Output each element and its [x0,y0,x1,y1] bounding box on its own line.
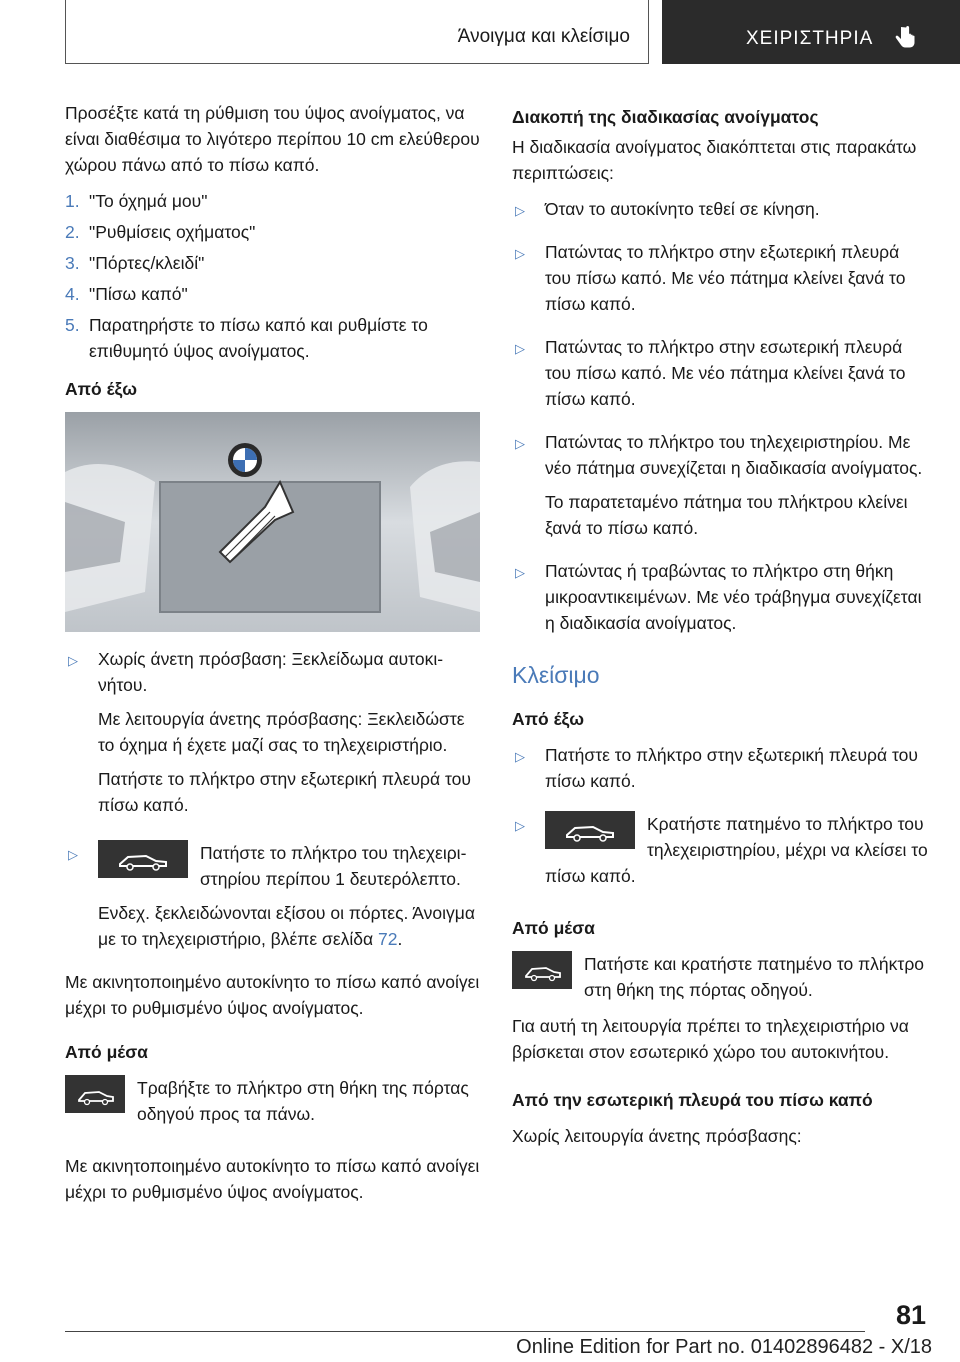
heading-inner-side: Από την εσωτερική πλευρά του πίσω καπό [512,1090,873,1110]
numbered-steps [65,188,480,364]
triangle-bullet-icon: ▷ [515,818,525,833]
bullet-text: Ενδεχ. ξεκλειδώνονται εξίσου οι πόρτες. Άνοιγμα με το τηλεχειριστήριο, βλέπε σελίδα 72. [98,903,475,949]
bullet-text: Χωρίς άνετη πρόσβαση: Ξεκλείδωμα αυτοκινήτου. [98,649,444,695]
step-number: 5. [65,315,80,335]
step-text: "Πόρτες/κλειδί" [89,253,205,273]
heading-from-inside: Από μέσα [65,1042,148,1062]
page-number: 81 [895,1300,926,1330]
instruction-text: Πατήστε και κρατήστε πατημένο το πλήκτρο στη θήκη της πόρτας οδηγού. [584,954,925,1000]
right-column [512,100,930,1159]
bullet-text-part: Ενδεχ. ξεκλειδώνονται εξίσου οι πόρτες. Άνοιγμα με το τηλεχειριστήριο, βλέπε σελίδα [98,903,475,949]
bullet-text: Πατήστε το πλήκτρο του τηλεχειριστηρίου περίπου 1 δευτερόλεπτο. [200,843,467,889]
triangle-bullet-icon: ▷ [515,246,525,261]
step-number: 2. [65,222,80,242]
step-number: 4. [65,284,80,304]
note-paragraph: Για αυτή τη λειτουργία πρέπει το τηλεχειριστήριο να βρίσκεται στον εσωτερικό χώρο του αυτοκινήτου. [512,1016,909,1062]
step-item [65,219,480,245]
step-item [65,250,480,276]
list-item [512,429,930,549]
heading-from-outside: Από έξω [512,709,585,729]
step-number: 3. [65,253,80,273]
bullet-text: Πατώντας το πλήκτρο του τηλεχειριστηρίου. Με νέο πάτημα συνεχίζεται η διαδικασία ανοίγματος. [545,432,923,478]
list-item [512,334,930,420]
list-item [65,840,480,960]
remote-trunk-button-icon [545,811,635,849]
heading-interrupt: Διακοπή της διαδικασίας ανοίγματος [512,107,819,127]
step-text: "Ρυθμίσεις οχήματος" [89,222,256,242]
interrupt-intro: Η διαδικασία ανοίγματος διακόπτεται στις παρακάτω περιπτώσεις: [512,137,917,183]
triangle-bullet-icon: ▷ [68,653,78,668]
footer-divider [65,1331,865,1332]
bullet-text: Πατώντας το πλήκτρο στην εξωτερική πλευρά του πίσω καπό. Με νέο πάτημα κλείνει ξανά το πίσω καπό. [545,242,906,314]
inside-instruction [512,951,930,1013]
bullet-text: Το παρατεταμένο πάτημα του πλήκτρου κλείνει ξανά το πίσω καπό. [545,492,908,538]
list-item [512,196,930,230]
hand-pointer-icon [894,25,916,51]
triangle-bullet-icon: ▷ [515,203,525,218]
list-item [65,646,480,826]
note-paragraph: Με ακινητοποιημένο αυτοκίνητο το πίσω καπό ανοίγει μέχρι το ρυθμισμένο ύψος ανοίγματος. [65,972,480,1018]
list-item [512,742,930,802]
trunk-illustration [65,412,480,632]
heading-from-outside: Από έξω [65,379,138,399]
header-section-box [65,0,649,64]
triangle-bullet-icon: ▷ [68,847,78,862]
heading-closing: Κλείσιμο [512,662,600,688]
bullet-text: Πατώντας ή τραβώντας το πλήκτρο στη θήκη μικροαντικειμένων. Με νέο τράβηγμα συνεχίζεται η διαδικασία ανοίγματος. [545,561,922,633]
bullet-text: Όταν το αυτοκίνητο τεθεί σε κίνηση. [545,199,820,219]
page-link[interactable]: 72 [378,929,398,949]
step-text: Παρατηρήστε το πίσω καπό και ρυθμίστε το επιθυμητό ύψος ανοίγματος. [89,315,428,361]
bullet-text: Πατήστε το πλήκτρο στην εξωτερική πλευρά του πίσω καπό. [545,745,918,791]
header-manual-tab [662,0,960,64]
triangle-bullet-icon: ▷ [515,749,525,764]
list-item [512,239,930,325]
step-item [65,312,480,364]
inner-side-text: Χωρίς λειτουργία άνετης πρόσβασης: [512,1126,802,1146]
bullet-text: Με λειτουργία άνετης πρόσβασης: Ξεκλειδώστε το όχημα ή έχετε μαζί σας το τηλεχειριστήριο. [98,709,465,755]
step-number: 1. [65,191,80,211]
list-item [512,558,930,644]
remote-trunk-button-icon [98,840,188,878]
footer-edition: Online Edition for Part no. 01402896482 - X/18 [516,1336,932,1358]
bullet-text: Πατώντας το πλήκτρο στην εσωτερική πλευρά του πίσω καπό. Με νέο πάτημα κλείνει ξανά το πίσω καπό. [545,337,906,409]
triangle-bullet-icon: ▷ [515,565,525,580]
door-trunk-button-icon [65,1075,125,1113]
trunk-button-photo [65,412,480,632]
step-item [65,188,480,214]
triangle-bullet-icon: ▷ [515,436,525,451]
list-item [512,811,930,897]
bullet-text: Πατήστε το πλήκτρο στην εξωτερική πλευρά του πίσω καπό. [98,769,471,815]
door-trunk-button-icon [512,951,572,989]
section-title: Άνοιγμα και κλείσιμο [457,26,630,47]
left-column [65,100,480,1215]
manual-title: ΧΕΙΡΙΣΤΗΡΙΑ [746,28,874,49]
instruction-text: Τραβήξτε το πλήκτρο στη θήκη της πόρτας οδηγού προς τα πάνω. [137,1078,469,1124]
step-text: "Πίσω καπό" [89,284,188,304]
inside-instruction [65,1075,480,1137]
step-text: "Το όχημά μου" [89,191,208,211]
bullet-text: Κρατήστε πατημένο το πλήκτρο του τηλεχειριστηρίου, μέχρι να κλείσει το πίσω καπό. [545,814,928,886]
triangle-bullet-icon: ▷ [515,341,525,356]
note-paragraph: Με ακινητοποιημένο αυτοκίνητο το πίσω καπό ανοίγει μέχρι το ρυθμισμένο ύψος ανοίγματος. [65,1156,480,1202]
intro-paragraph: Προσέξτε κατά τη ρύθμιση του ύψος ανοίγματος, να είναι διαθέσιμα το λιγότερο περίπου 10 cm ελεύθερου χώρου πάνω από το πίσω καπό. [65,103,480,175]
heading-from-inside: Από μέσα [512,918,595,938]
step-item [65,281,480,307]
